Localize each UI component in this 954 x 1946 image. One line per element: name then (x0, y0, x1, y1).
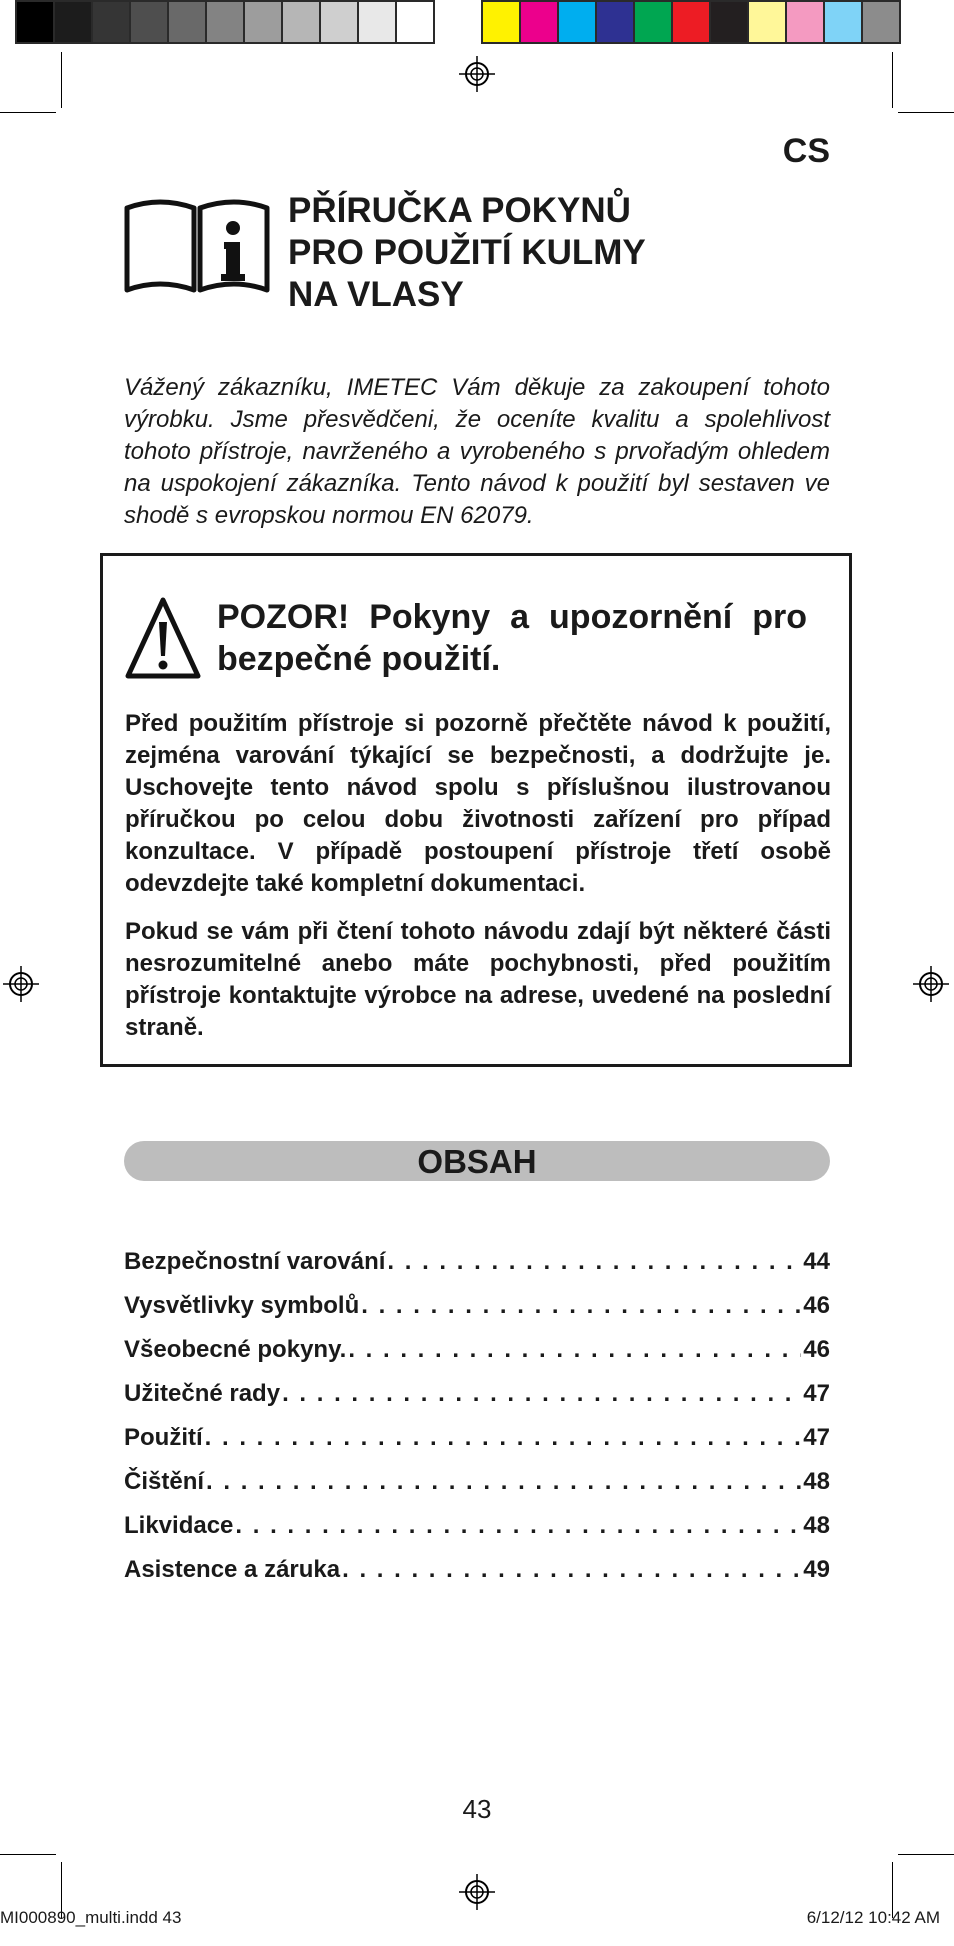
file-slug: MI000890_multi.indd 43 (0, 1908, 182, 1927)
warning-header (125, 596, 807, 684)
toc-item-page: 44 (803, 1248, 830, 1275)
crop-mark (892, 52, 893, 108)
toc-leader-dots (342, 1556, 801, 1584)
toc-item[interactable] (124, 1512, 830, 1556)
warning-paragraph: Před použitím přístroje si pozorně přečtěte návod k použití, zejména varování týkající se bezpečnosti, a dodržujte je. Uschovejte tento návod spolu s příslušnou ilustrovanou příručkou po celou dobu životnosti zařízení pro případ konzultace. V případě postoupení přístroje třetí osobě odevzdejte také kompletní dokumentaci. (125, 710, 831, 897)
toc-item-label: Užitečné rady (124, 1380, 281, 1407)
process-color-bar (483, 0, 901, 44)
manual-title-line: PRO POUŽITÍ KULMY (288, 233, 646, 272)
toc-item[interactable] (124, 1292, 830, 1336)
color-swatch (357, 0, 397, 44)
crop-mark (61, 52, 62, 108)
color-swatch (205, 0, 245, 44)
warning-paragraph: Pokud se vám při čtení tohoto návodu zdají být některé části nesrozumitelné anebo máte pochybnosti, před použitím přístroje kontaktujte výrobce na adrese, uvedené na poslední straně. (125, 918, 831, 1041)
manual-title-block (124, 190, 646, 316)
color-swatch (861, 0, 901, 44)
color-swatch (281, 0, 321, 44)
toc-item-label: Vysvětlivky symbolů (124, 1292, 360, 1319)
color-swatch (481, 0, 521, 44)
toc-item-page: 46 (803, 1336, 830, 1363)
toc-leader-dots (348, 1336, 801, 1364)
toc-item-page: 46 (803, 1292, 830, 1319)
color-swatch (557, 0, 597, 44)
color-swatch (91, 0, 131, 44)
book-info-icon (124, 190, 270, 300)
toc-item[interactable] (124, 1248, 830, 1292)
color-swatch (15, 0, 55, 44)
toc-leader-dots (235, 1512, 801, 1540)
color-swatch (53, 0, 93, 44)
toc-item-label: Všeobecné pokyny. (124, 1336, 347, 1363)
color-swatch (167, 0, 207, 44)
safety-warning-box (100, 553, 852, 1067)
toc-item[interactable] (124, 1424, 830, 1468)
toc-item[interactable] (124, 1468, 830, 1512)
warning-title: POZOR! Pokyny a upozornění pro bezpečné použití. (217, 598, 807, 678)
toc-item-label: Likvidace (124, 1512, 234, 1539)
color-swatch (747, 0, 787, 44)
intro-paragraph: Vážený zákazníku, IMETEC Vám děkuje za zakoupení tohoto výrobku. Jsme přesvědčeni, že oceníte kvalitu a spolehlivost tohoto přístroje, navrženého a vyrobeného s prvořadým ohledem na uspokojení zákazníka. Tento návod k použití byl sestaven ve shodě s evropskou normou EN 62079. (124, 374, 830, 529)
color-swatch (709, 0, 749, 44)
registration-mark-icon (459, 1874, 495, 1910)
toc-leader-dots (361, 1292, 801, 1320)
toc-item-page: 49 (803, 1556, 830, 1583)
color-swatch (319, 0, 359, 44)
toc-item-label: Asistence a záruka (124, 1556, 341, 1583)
color-swatch (633, 0, 673, 44)
toc-item[interactable] (124, 1556, 830, 1600)
crop-mark (0, 112, 56, 113)
grayscale-color-bar (17, 0, 435, 44)
manual-title (288, 190, 646, 316)
color-swatch (519, 0, 559, 44)
manual-title-line: NA VLASY (288, 275, 464, 314)
warning-triangle-icon (125, 596, 201, 684)
registration-mark-icon (913, 966, 949, 1002)
table-of-contents (124, 1248, 830, 1600)
language-code: CS (782, 132, 830, 170)
toc-item-page: 48 (803, 1512, 830, 1539)
toc-item-page: 48 (803, 1468, 830, 1495)
color-swatch (129, 0, 169, 44)
toc-leader-dots (205, 1424, 802, 1452)
toc-leader-dots (282, 1380, 801, 1408)
toc-item-label: Čištění (124, 1468, 205, 1495)
crop-mark (0, 1854, 56, 1855)
toc-item-label: Použití (124, 1424, 203, 1451)
toc-item-page: 47 (803, 1424, 830, 1451)
toc-item[interactable] (124, 1336, 830, 1380)
registration-mark-icon (459, 56, 495, 92)
toc-item[interactable] (124, 1380, 830, 1424)
manual-title-line: PŘÍRUČKA POKYNŮ (288, 191, 631, 230)
registration-mark-icon (3, 966, 39, 1002)
toc-leader-dots (206, 1468, 801, 1496)
toc-heading: OBSAH (124, 1141, 830, 1181)
date-slug: 6/12/12 10:42 AM (806, 1908, 940, 1927)
color-swatch (785, 0, 825, 44)
crop-mark (898, 1854, 954, 1855)
toc-leader-dots (387, 1248, 801, 1276)
color-swatch (595, 0, 635, 44)
toc-item-page: 47 (803, 1380, 830, 1407)
page-number: 43 (462, 1794, 492, 1824)
color-swatch (243, 0, 283, 44)
color-swatch (671, 0, 711, 44)
toc-item-label: Bezpečnostní varování (124, 1248, 386, 1275)
color-swatch (395, 0, 435, 44)
crop-mark (898, 112, 954, 113)
color-swatch (823, 0, 863, 44)
